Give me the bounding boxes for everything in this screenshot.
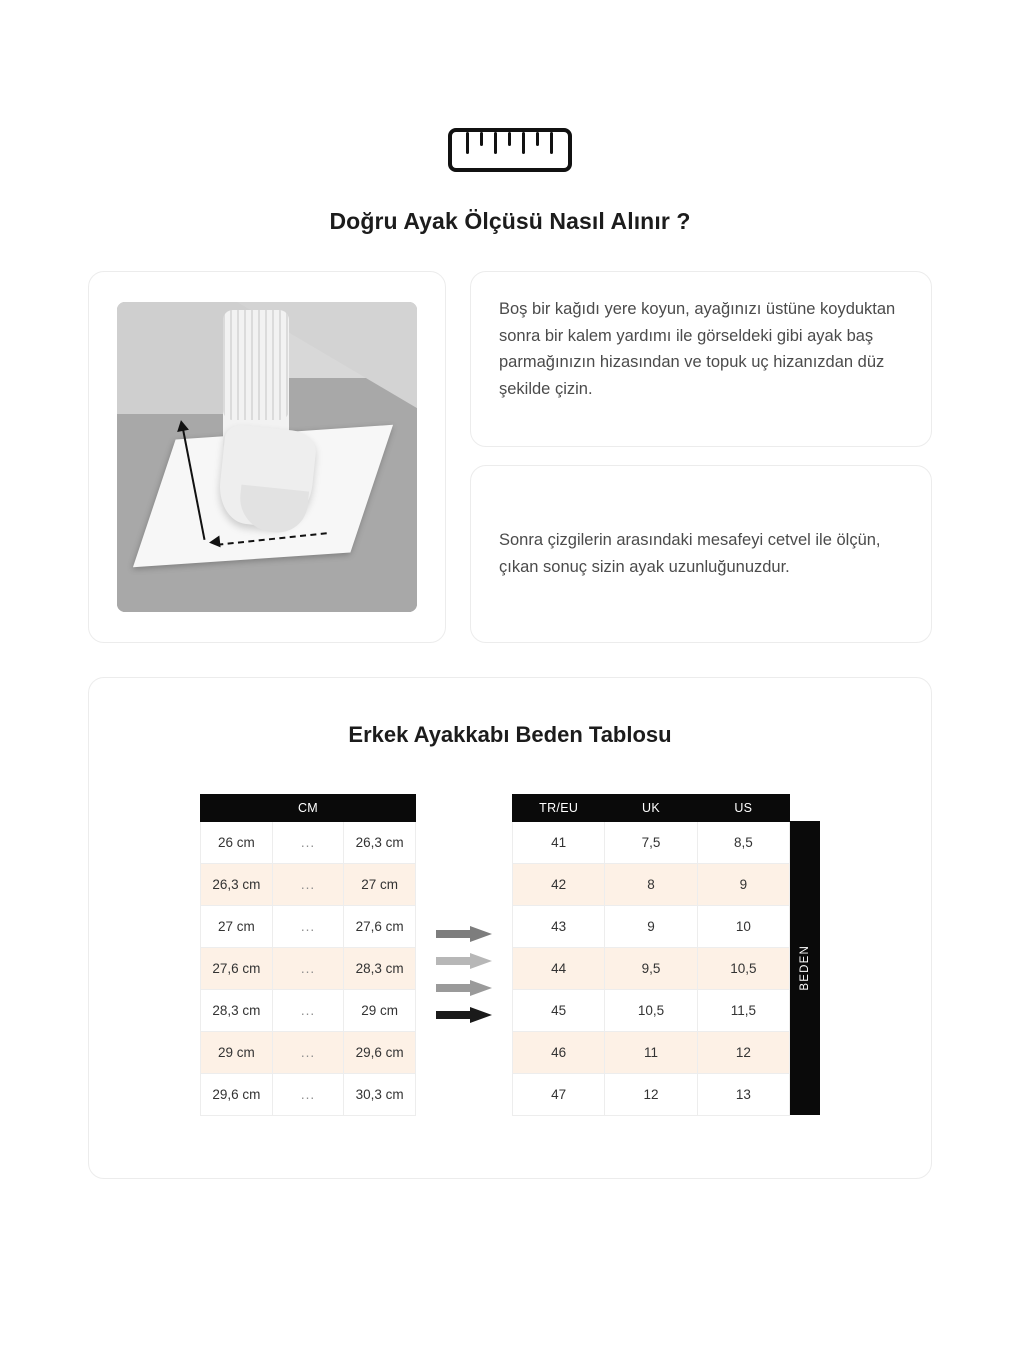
uk-value: 9,5 (605, 948, 697, 990)
cm-header: CM (201, 795, 416, 822)
us-value: 12 (697, 1032, 789, 1074)
uk-value: 7,5 (605, 822, 697, 864)
size-tables-row (89, 794, 931, 1116)
eu-uk-us-table (512, 794, 790, 1116)
arrow-right-icon (436, 926, 492, 942)
cm-from: 27,6 cm (201, 948, 273, 990)
photo-measure-dashed-arrow-icon (208, 535, 220, 548)
cm-to: 27 cm (344, 864, 416, 906)
eu-value: 47 (513, 1074, 605, 1116)
beden-label-text: BEDEN (799, 945, 811, 991)
eu-value: 45 (513, 990, 605, 1032)
table-row (513, 948, 790, 990)
table-row (513, 864, 790, 906)
page-title: Doğru Ayak Ölçüsü Nasıl Alınır ? (329, 208, 691, 234)
size-chart-title: Erkek Ayakkabı Beden Tablosu (348, 722, 672, 747)
instruction-card-1: Boş bir kağıdı yere koyun, ayağınızı üstüne koyduktan sonra bir kalem yardımı ile görseldeki gibi ayak baş parmağınızın hizasından ve topuk uç hizanızdan düz şekilde çizin. (470, 271, 932, 447)
uk-header: UK (605, 795, 697, 822)
uk-value: 11 (605, 1032, 697, 1074)
us-value: 13 (697, 1074, 789, 1116)
cm-from: 28,3 cm (201, 990, 273, 1032)
us-value: 10,5 (697, 948, 789, 990)
conversion-arrows (416, 794, 512, 1023)
intro-section (88, 271, 932, 643)
table-row (201, 906, 416, 948)
us-value: 9 (697, 864, 789, 906)
cm-dots: ... (272, 990, 344, 1032)
us-value: 10 (697, 906, 789, 948)
ruler-icon (448, 128, 572, 172)
uk-value: 12 (605, 1074, 697, 1116)
eu-value: 43 (513, 906, 605, 948)
table-row (513, 1074, 790, 1116)
cm-from: 27 cm (201, 906, 273, 948)
us-value: 11,5 (697, 990, 789, 1032)
arrow-right-icon (436, 953, 492, 969)
instruction-card-2: Sonra çizgilerin arasındaki mesafeyi cetvel ile ölçün, çıkan sonuç sizin ayak uzunluğunuzdur. (470, 465, 932, 643)
eu-value: 41 (513, 822, 605, 864)
uk-value: 10,5 (605, 990, 697, 1032)
table-row (513, 1032, 790, 1074)
table-row (201, 1074, 416, 1116)
eu-value: 46 (513, 1032, 605, 1074)
cm-dots: ... (272, 864, 344, 906)
cm-to: 28,3 cm (344, 948, 416, 990)
table-header-row (201, 795, 416, 822)
uk-value: 9 (605, 906, 697, 948)
uk-value: 8 (605, 864, 697, 906)
arrow-right-icon (436, 1007, 492, 1023)
photo-sock-texture (223, 310, 289, 420)
cm-dots: ... (272, 822, 344, 864)
cm-to: 30,3 cm (344, 1074, 416, 1116)
table-row (201, 990, 416, 1032)
cm-from: 29 cm (201, 1032, 273, 1074)
eu-table-wrap (512, 794, 820, 1116)
cm-from: 26,3 cm (201, 864, 273, 906)
foot-measure-photo (117, 302, 417, 612)
cm-dots: ... (272, 1032, 344, 1074)
table-row (201, 822, 416, 864)
cm-dots: ... (272, 906, 344, 948)
table-row (513, 822, 790, 864)
photo-measure-arrow-head-icon (175, 419, 189, 432)
arrow-right-icon (436, 980, 492, 996)
cm-from: 29,6 cm (201, 1074, 273, 1116)
table-header-row (513, 795, 790, 822)
table-row (513, 906, 790, 948)
foot-measure-photo-card (88, 271, 446, 643)
cm-to: 29,6 cm (344, 1032, 416, 1074)
cm-to: 26,3 cm (344, 822, 416, 864)
table-row (201, 948, 416, 990)
eu-value: 42 (513, 864, 605, 906)
eu-header: TR/EU (513, 795, 605, 822)
size-chart-card (88, 677, 932, 1179)
table-row (201, 864, 416, 906)
eu-value: 44 (513, 948, 605, 990)
cm-dots: ... (272, 1074, 344, 1116)
instruction-cards (470, 271, 932, 643)
us-value: 8,5 (697, 822, 789, 864)
cm-from: 26 cm (201, 822, 273, 864)
table-row (201, 1032, 416, 1074)
cm-dots: ... (272, 948, 344, 990)
cm-to: 27,6 cm (344, 906, 416, 948)
us-header: US (697, 795, 789, 822)
cm-table (200, 794, 416, 1116)
cm-to: 29 cm (344, 990, 416, 1032)
beden-side-label (790, 821, 820, 1115)
ruler-icon-wrap (0, 0, 1020, 172)
table-row (513, 990, 790, 1032)
